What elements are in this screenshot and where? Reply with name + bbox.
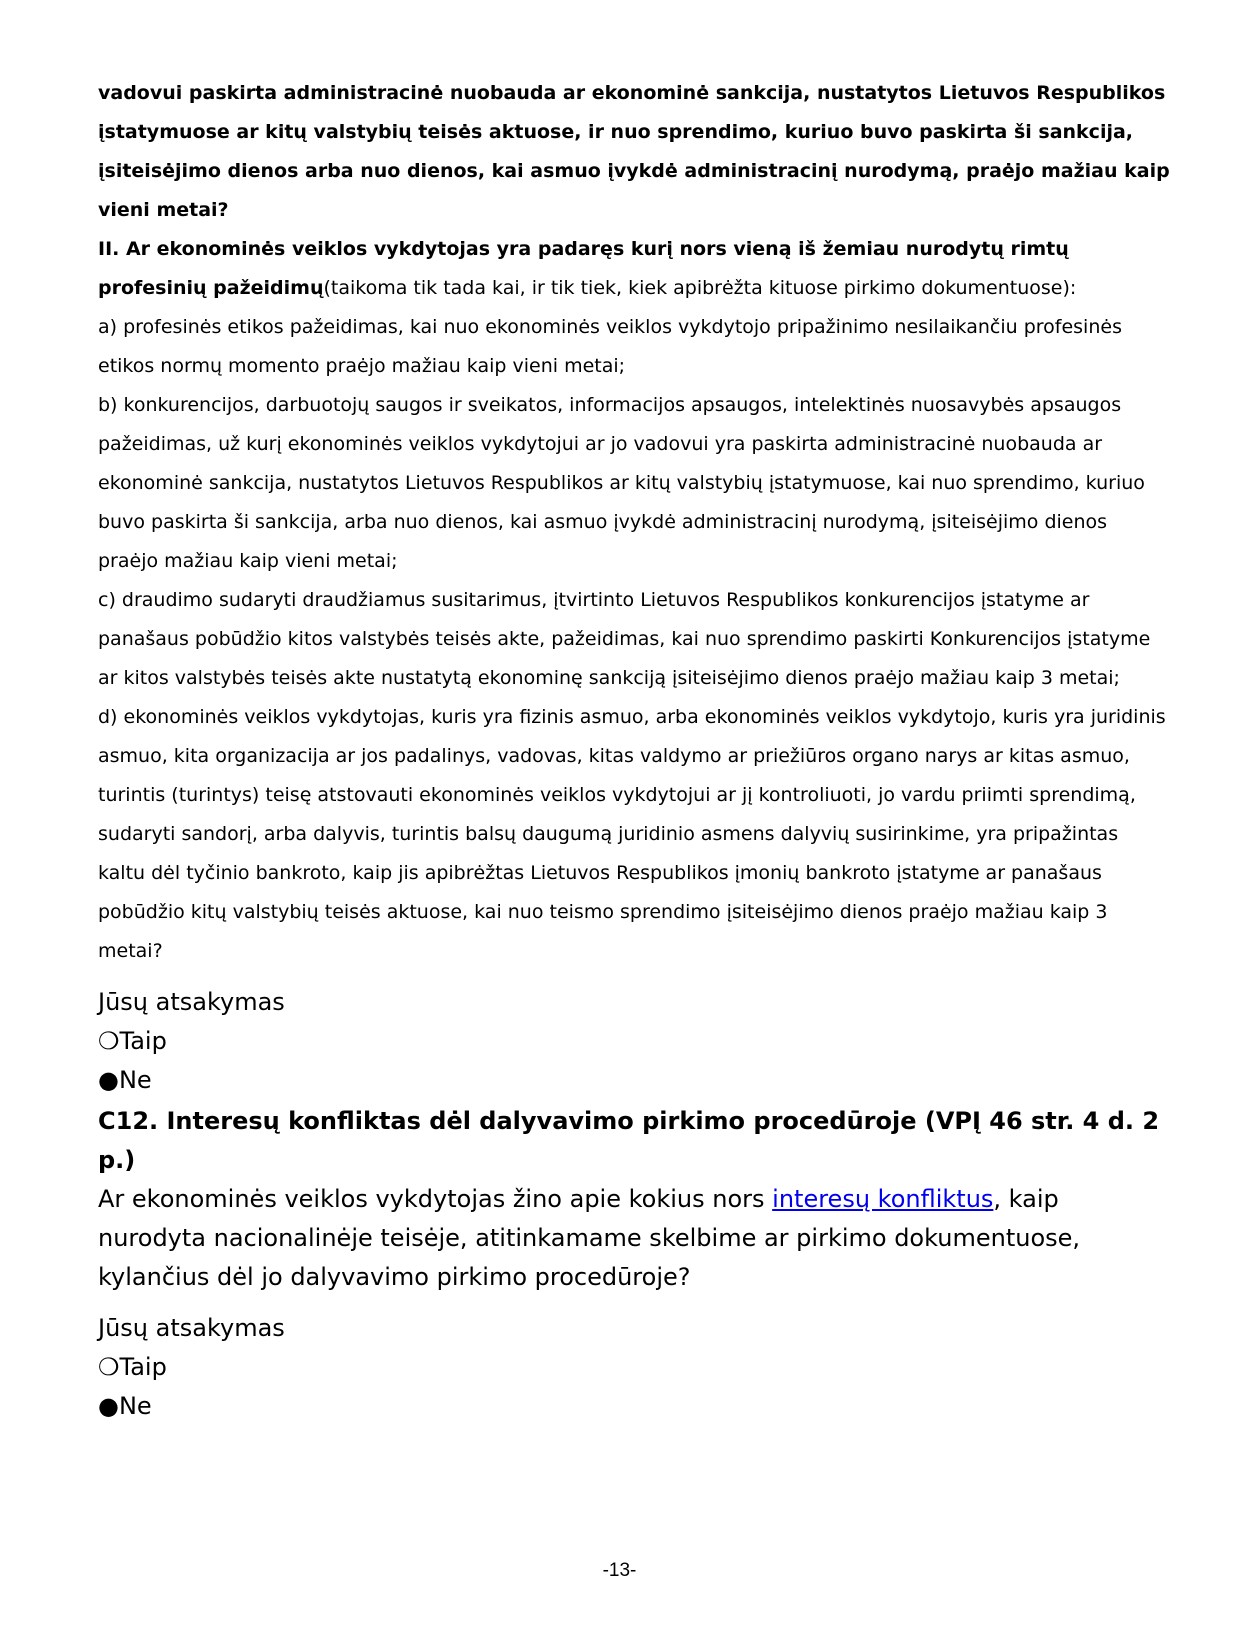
c12-question [98,1180,1170,1297]
page-number: -13- [602,1560,637,1581]
section-c12-heading: C12. Interesų konfliktas dėl dalyvavimo pirkimo procedūroje (VPĮ 46 str. 4 d. 2 p.) [98,1107,1160,1174]
list-item-d: d) ekonominės veiklos vykdytojas, kuris yra fizinis asmuo, arba ekonominės veiklos vykdytojo, kuris yra juridinis asmuo, kita organizacija ar jos padalinys, vadovas, kitas valdymo ar priežiūros organo narys ar kitas asmuo, turintis (turintys) teisę atstovauti ekonominės veiklos vykdytojui ar jį kontroliuoti, jo vardu priimti sprendimą, sudaryti sandorį, arba dalyvis, turintis balsų daugumą juridinio asmens dalyvių susirinkime, yra pripažintas kaltu dėl tyčinio bankroto, kaip jis apibrėžtas Lietuvos Respublikos įmonių bankroto įstatyme ar panašaus pobūdžio kitų valstybių teisės aktuose, kai nuo teismo sprendimo įsiteisėjimo dienos praėjo mažiau kaip 3 metai? [98,706,1166,962]
conflict-of-interest-link[interactable]: interesų konfliktus [772,1185,994,1213]
answer-label-2: Jūsų atsakymas [98,1314,285,1342]
option-label-yes-2: Taip [119,1353,167,1381]
list-item-a: a) profesinės etikos pažeidimas, kai nuo ekonominės veiklos vykdytojo pripažinimo nesilaikančiu profesinės etikos normų momento praėjo mažiau kaip vieni metai; [98,316,1122,377]
page-content [98,74,1170,1426]
answer-option-yes[interactable] [98,1022,1170,1061]
radio-empty-icon: ❍ [98,1353,120,1381]
section-2-note: (taikoma tik tada kai, ir tik tiek, kiek apibrėžta kituose pirkimo dokumentuose): [323,277,1077,299]
radio-empty-icon: ❍ [98,1027,120,1055]
section-2-heading [98,230,1170,308]
option-label-no-2: Ne [118,1392,152,1420]
c12-question-start: Ar ekonominės veiklos vykdytojas žino apie kokius nors [98,1185,773,1213]
c12-question-end: , kaip nurodyta nacionalinėje teisėje, atitinkamame skelbime ar pirkimo dokumentuose, kylančius dėl jo dalyvavimo pirkimo procedūroje? [98,1185,1081,1291]
radio-filled-icon: ● [98,1392,119,1420]
answer-option-no[interactable] [98,1061,1170,1100]
radio-filled-icon: ● [98,1066,119,1094]
answer-option-no-2[interactable] [98,1387,1170,1426]
section-2-bold: II. Ar ekonominės veiklos vykdytojas yra padaręs kurį nors vieną iš žemiau nurodytų rimtų profesinių pažeidimų [98,238,1069,299]
answer-option-yes-2[interactable] [98,1348,1170,1387]
list-item-c: c) draudimo sudaryti draudžiamus susitarimus, įtvirtinto Lietuvos Respublikos konkurencijos įstatyme ar panašaus pobūdžio kitos valstybės teisės akte, pažeidimas, kai nuo sprendimo paskirti Konkurencijos įstatyme ar kitos valstybės teisės akte nustatytą ekonominę sankciją įsiteisėjimo dienos praėjo mažiau kaip 3 metai; [98,589,1151,689]
intro-question-text: vadovui paskirta administracinė nuobauda ar ekonominė sankcija, nustatytos Lietuvos Respublikos įstatymuose ar kitų valstybių teisės aktuose, ir nuo sprendimo, kuriuo buvo paskirta ši sankcija, įsiteisėjimo dienos arba nuo dienos, kai asmuo įvykdė administracinį nurodymą, praėjo mažiau kaip vieni metai? [98,82,1170,221]
option-label-no: Ne [118,1066,152,1094]
list-item-b: b) konkurencijos, darbuotojų saugos ir sveikatos, informacijos apsaugos, intelektinės nuosavybės apsaugos pažeidimas, už kurį ekonominės veiklos vykdytojui ar jo vadovui yra paskirta administracinė nuobauda ar ekonominė sankcija, nustatytos Lietuvos Respublikos ar kitų valstybių įstatymuose, kai nuo sprendimo, kuriuo buvo paskirta ši sankcija, arba nuo dienos, kai asmuo įvykdė administracinį nurodymą, įsiteisėjimo dienos praėjo mažiau kaip vieni metai; [98,394,1145,572]
option-label-yes: Taip [119,1027,167,1055]
answer-label: Jūsų atsakymas [98,988,285,1016]
